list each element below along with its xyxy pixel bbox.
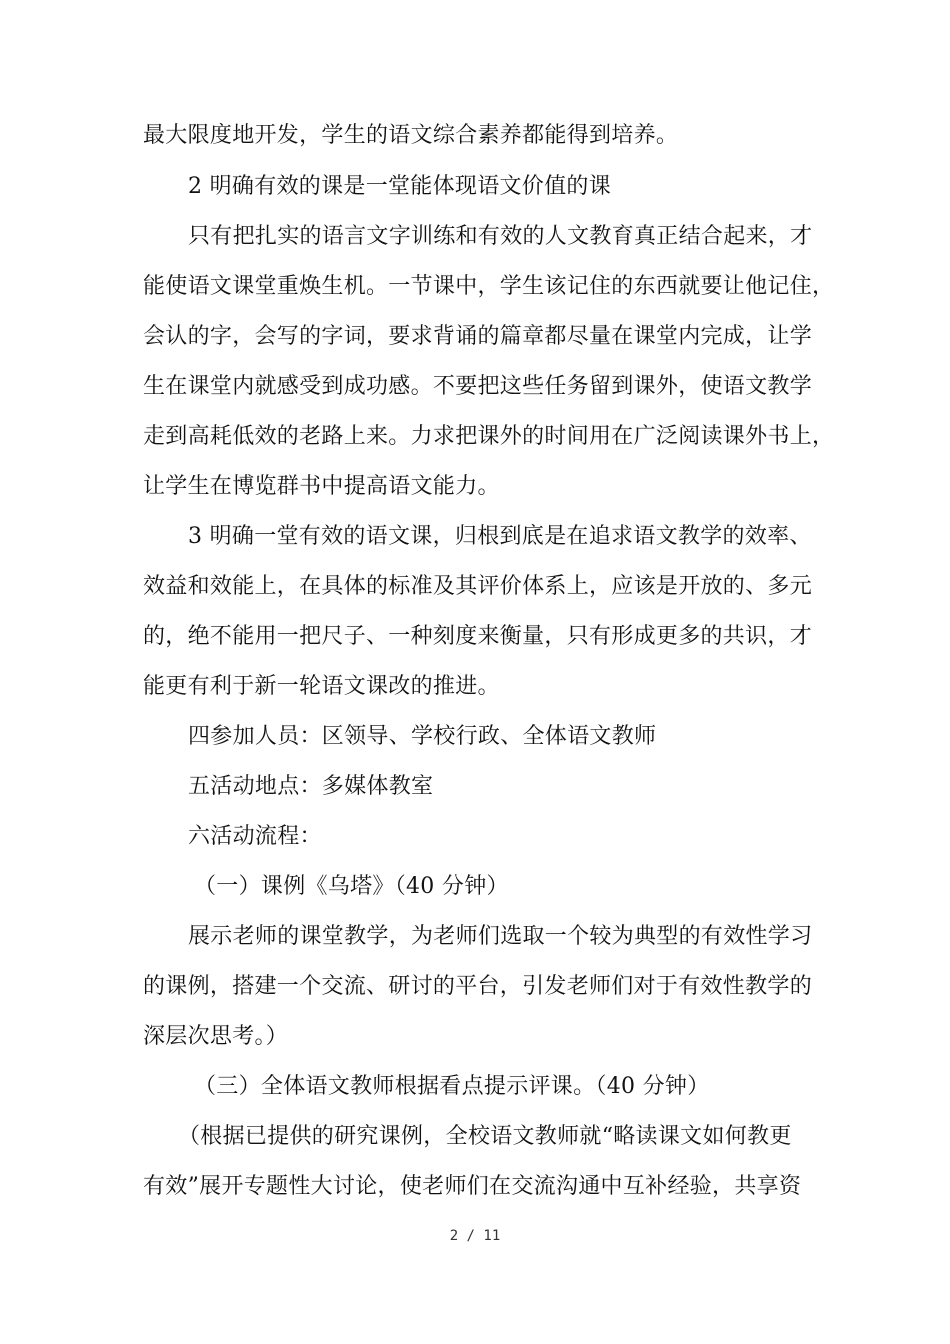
paragraph-line: 有效”展开专题性大讨论，使老师们在交流沟通中互补经验，共享资 [143,1174,802,1199]
section-heading: 2 明确有效的课是一堂能体现语文价值的课 [188,174,611,199]
paragraph-line: 能更有利于新一轮语文课改的推进。 [143,674,500,699]
paragraph-line: 3 明确一堂有效的语文课，归根到底是在追求语文教学的效率、 [188,524,812,549]
paragraph-line: 只有把扎实的语言文字训练和有效的人文教育真正结合起来，才 [188,224,813,249]
page-number: 2 / 11 [449,1228,501,1244]
paragraph-line: 效益和效能上，在具体的标准及其评价体系上，应该是开放的、多元 [143,574,813,599]
subsection-heading: （一）课例《乌塔》（40 分钟） [194,874,509,899]
section-heading: 四参加人员：区领导、学校行政、全体语文教师 [188,724,657,749]
paragraph-line: 深层次思考。） [143,1024,289,1049]
subsection-heading: （三）全体语文教师根据看点提示评课。（40 分钟） [194,1074,710,1099]
paragraph-line: 会认的字，会写的字词，要求背诵的篇章都尽量在课堂内完成，让学 [143,324,813,349]
paragraph-line: 让学生在博览群书中提高语文能力。 [143,474,500,499]
paragraph-line: 的，绝不能用一把尺子、一种刻度来衡量，只有形成更多的共识，才 [143,624,813,649]
section-heading: 六活动流程： [188,824,322,849]
paragraph-line: 展示老师的课堂教学，为老师们选取一个较为典型的有效性学习 [188,924,813,949]
paragraph-line: 最大限度地开发，学生的语文综合素养都能得到培养。 [143,123,679,148]
paragraph-line: （根据已提供的研究课例，全校语文教师就“略读课文如何教更 [178,1124,792,1149]
section-heading: 五活动地点：多媒体教室 [188,774,434,799]
paragraph-line: 生在课堂内就感受到成功感。不要把这些任务留到课外，使语文教学 [143,374,813,399]
paragraph-line: 的课例，搭建一个交流、研讨的平台，引发老师们对于有效性教学的 [143,974,813,999]
paragraph-line: 走到高耗低效的老路上来。力求把课外的时间用在广泛阅读课外书上， [143,424,835,449]
paragraph-line: 能使语文课堂重焕生机。一节课中，学生该记住的东西就要让他记住， [143,274,835,299]
